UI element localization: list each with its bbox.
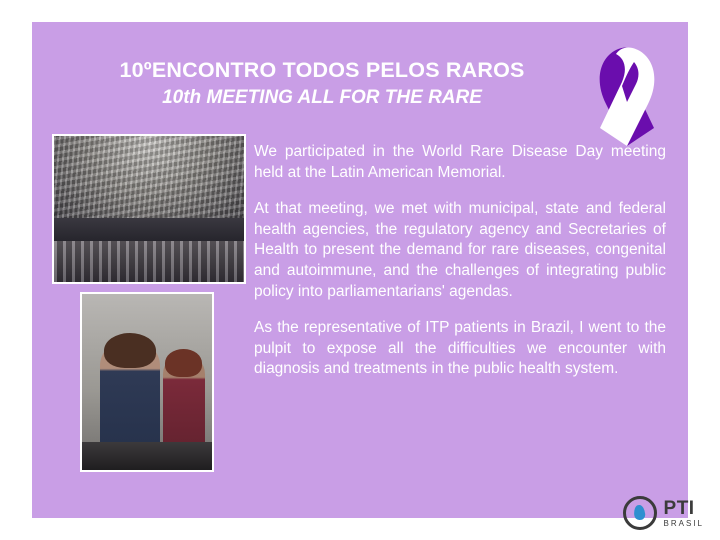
slide-canvas	[32, 22, 688, 518]
logo-wordmark	[664, 499, 704, 528]
photo-desk-detail	[82, 442, 212, 470]
pti-brasil-logo	[623, 496, 704, 530]
logo-subtitle: BRASIL	[663, 518, 704, 528]
paragraph-1: We participated in the World Rare Disease Day meeting held at the Latin American Memorial.	[254, 143, 666, 181]
speaker-at-microphone-photo	[80, 292, 214, 472]
photo-stage-detail	[54, 218, 244, 244]
photo-speaker-hair	[104, 333, 156, 368]
photo-second-person-hair	[165, 349, 201, 377]
page-title: 10ºENCONTRO TODOS PELOS RAROS	[119, 58, 525, 82]
body-text	[254, 142, 666, 380]
page-subtitle: 10th MEETING ALL FOR THE RARE	[162, 86, 482, 108]
photo-ceiling-detail	[54, 136, 244, 221]
paragraph-3: As the representative of ITP patients in Brazil, I went to the pulpit to expose all the difficulties we encounter with diagnosis and treatments in the public health system.	[254, 319, 666, 378]
paragraph-2: At that meeting, we met with municipal, state and federal health agencies, the regulatory agency and Secretaries of Health to present the demand for rare diseases, congenital and autoimmune, and the challenges of integrating public policy into parliamentarians' agendas.	[254, 200, 666, 300]
awareness-ribbon-icon	[584, 42, 670, 148]
logo-name: PTI	[663, 497, 695, 519]
droplet-icon	[623, 496, 657, 530]
photo-crowd-detail	[54, 241, 244, 282]
title-block	[92, 58, 552, 110]
auditorium-audience-photo	[52, 134, 246, 284]
